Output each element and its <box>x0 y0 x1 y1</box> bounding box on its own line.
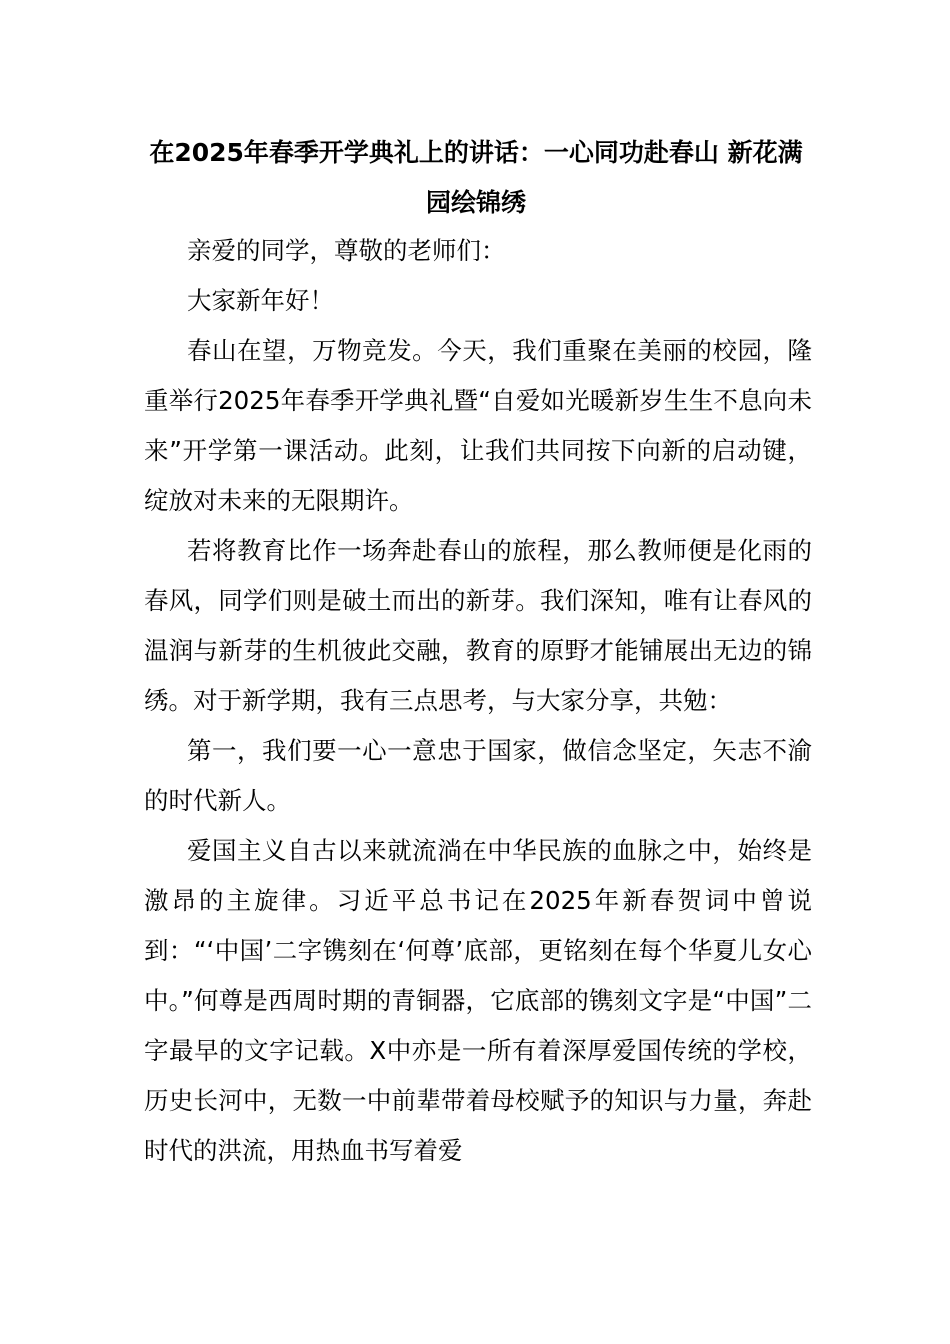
greeting-paragraph: 大家新年好！ <box>187 286 334 315</box>
point-heading-paragraph: 第一，我们要一心一意忠于国家，做信念坚定，矢志不渝的时代新人。 <box>144 736 812 815</box>
salutation-paragraph: 亲爱的同学，尊敬的老师们： <box>187 236 506 265</box>
document-body <box>144 226 812 1176</box>
body-paragraph: 若将教育比作一场奔赴春山的旅程，那么教师便是化雨的春风，同学们则是破土而出的新芽。我们深知，唯有让春风的温润与新芽的生机彼此交融，教育的原野才能铺展出无边的锦绣。对于新学期，我有三点思考，与大家分享，共勉： <box>144 536 812 715</box>
body-paragraph: 爱国主义自古以来就流淌在中华民族的血脉之中，始终是激昂的主旋律。习近平总书记在2025年新春贺词中曾说到：“‘中国’二字镌刻在‘何尊’底部，更铭刻在每个华夏儿女心中。”何尊是西周时期的青铜器，它底部的镌刻文字是“中国”二字最早的文字记载。X中亦是一所有着深厚爱国传统的学校，历史长河中，无数一中前辈带着母校赋予的知识与力量，奔赴时代的洪流，用热血书写着爱 <box>144 836 812 1165</box>
body-paragraph: 春山在望，万物竞发。今天，我们重聚在美丽的校园，隆重举行2025年春季开学典礼暨“自爱如光暖新岁生生不息向未来”开学第一课活动。此刻，让我们共同按下向新的启动键，绽放对未来的无限期许。 <box>144 336 812 515</box>
document-title: 在2025年春季开学典礼上的讲话：一心同功赴春山 新花满园绘锦绣 <box>149 138 803 217</box>
